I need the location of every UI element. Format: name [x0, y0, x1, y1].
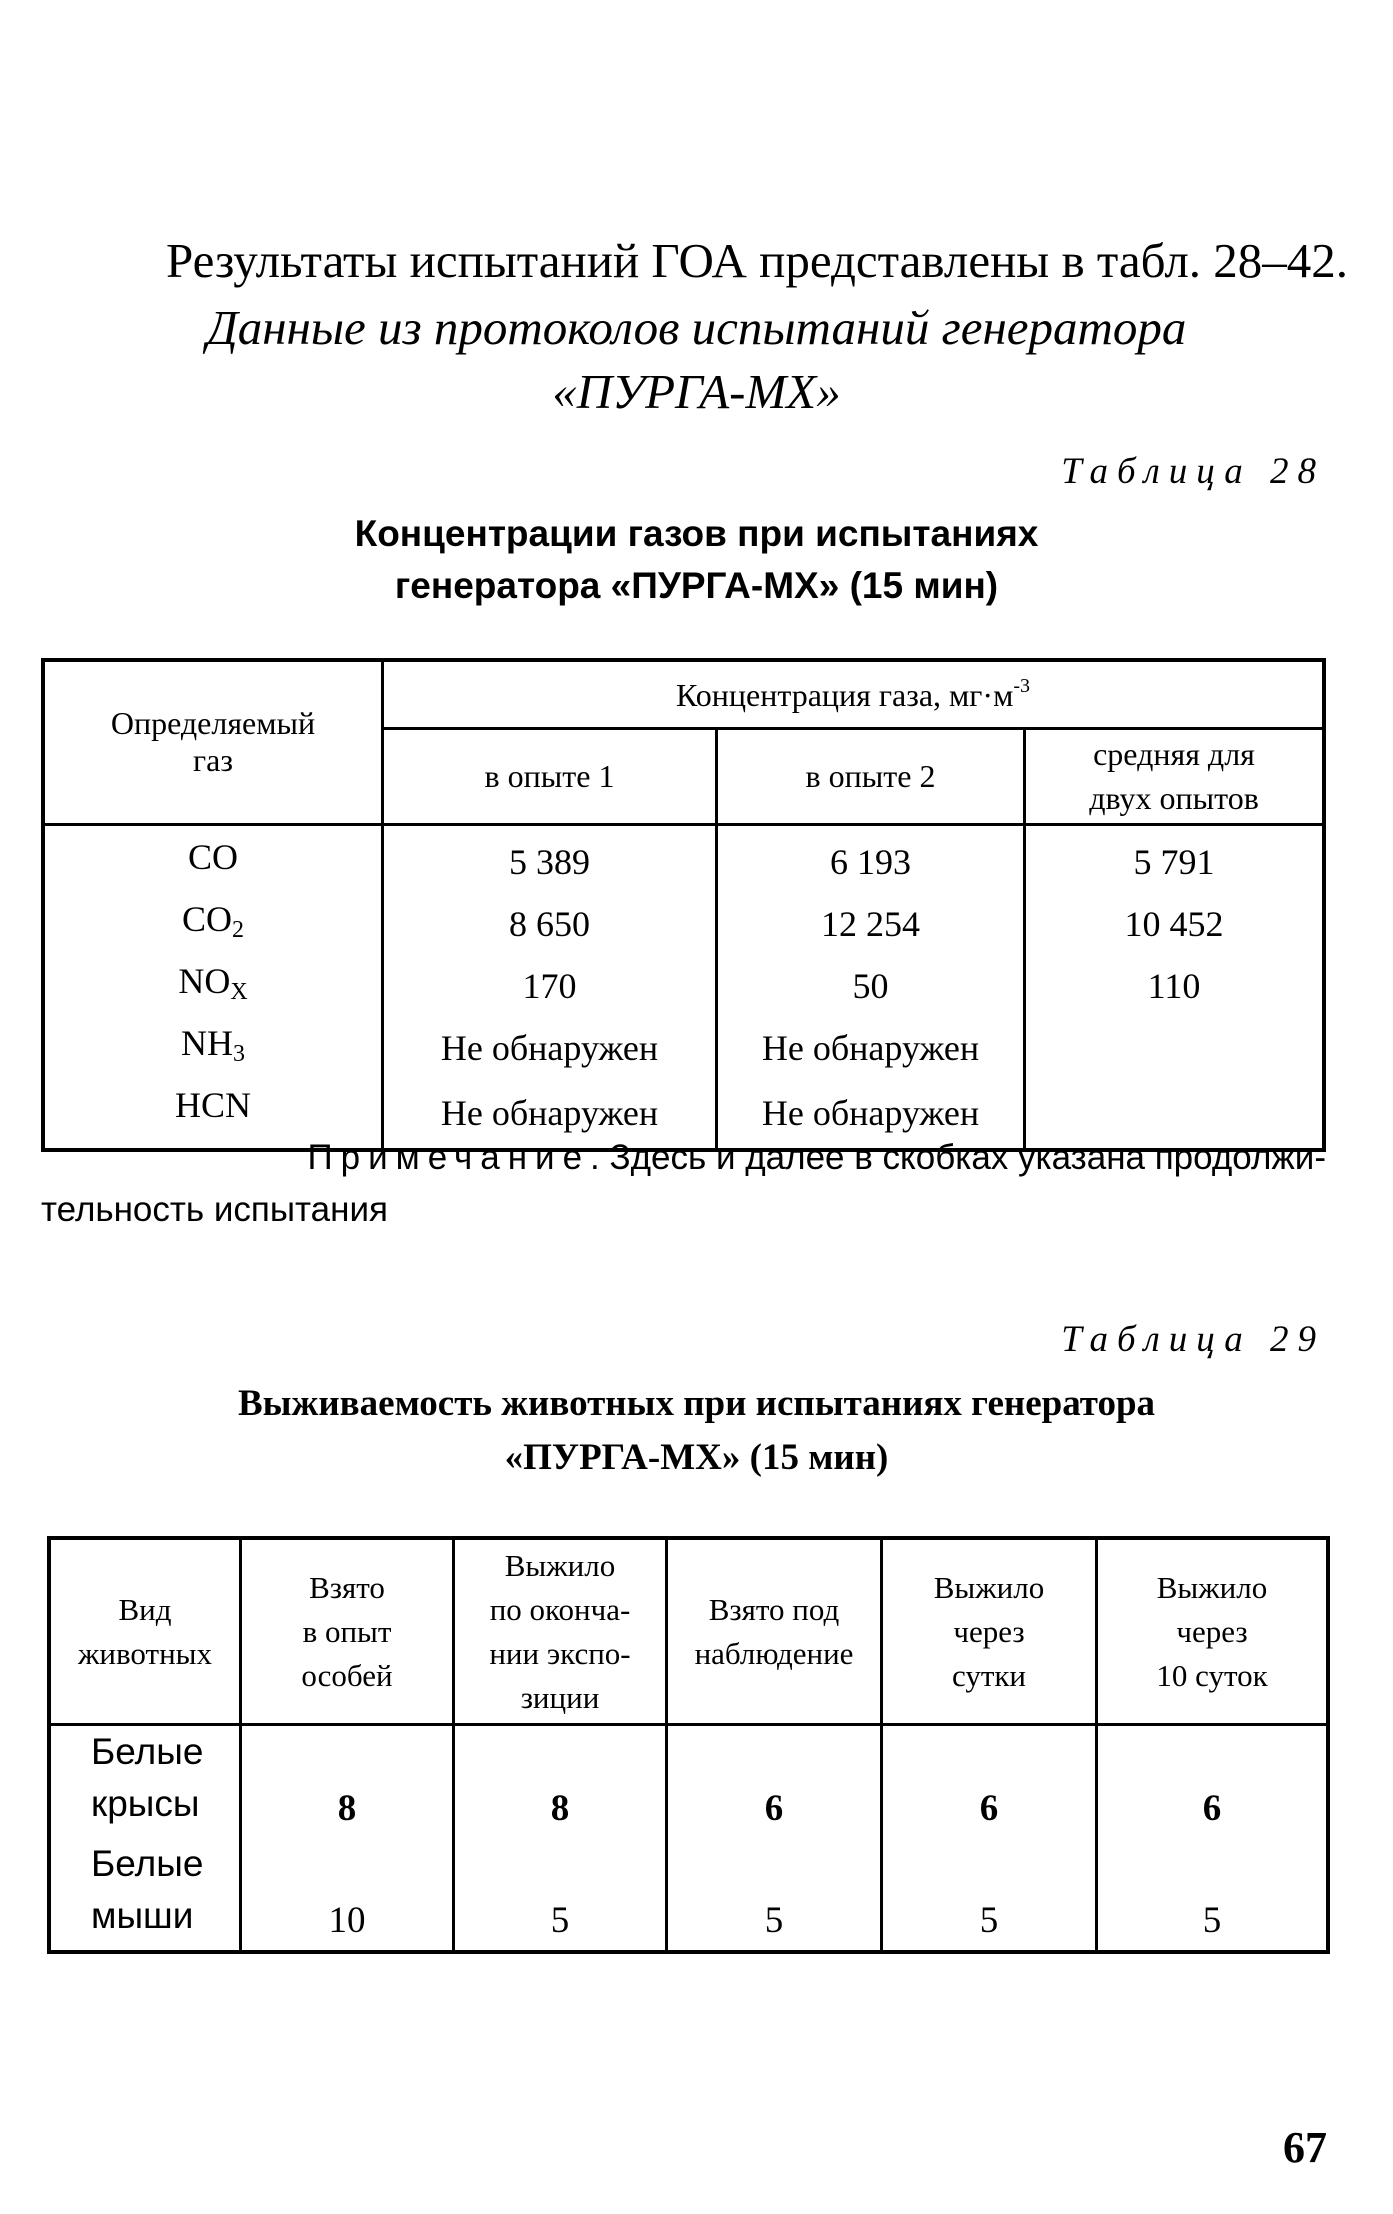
- header-survived-day: Выжило через сутки: [882, 1538, 1097, 1725]
- value-cell: 6: [667, 1725, 882, 1839]
- value-cell: 6: [882, 1725, 1097, 1839]
- header-exp2: в опыте 2: [717, 728, 1025, 824]
- table-row: [43, 1018, 1324, 1080]
- avg-cell: 5 791: [1025, 824, 1325, 894]
- header-concentration-text: Концентрация газа, мг·м: [676, 676, 1014, 713]
- header-animal: Вид животных: [49, 1538, 241, 1725]
- table28-title-line2: генератора «ПУРГА-МХ» (15 мин): [394, 565, 999, 606]
- table-row: [49, 1838, 1328, 1952]
- value-cell: 8: [241, 1725, 454, 1839]
- gas-cell: $CO_2$: [43, 894, 383, 956]
- exp2-cell: Не обнаружен: [717, 1018, 1025, 1080]
- avg-cell: 10 452: [1025, 894, 1325, 956]
- intro-paragraph: Результаты испытаний ГОА представлены в табл. 28–42.: [166, 233, 1349, 288]
- gas-cell: CO: [43, 824, 383, 894]
- value-cell: 10: [241, 1838, 454, 1952]
- gas-concentration-table: [41, 658, 1326, 1152]
- avg-cell: 110: [1025, 956, 1325, 1018]
- header-concentration-exponent: -3: [1013, 674, 1030, 697]
- header-average-line1: средняя для: [1093, 736, 1255, 772]
- section-title-line2: «ПУРГА-МХ»: [552, 364, 841, 419]
- table-row: [43, 894, 1324, 956]
- gas-cell: $NO_X$: [43, 956, 383, 1018]
- header-average-line2: двух опытов: [1089, 780, 1259, 816]
- animal-cell: Белые мыши: [49, 1838, 241, 1952]
- avg-cell: [1025, 1018, 1325, 1080]
- header-exp1: в опыте 1: [383, 728, 717, 824]
- header-survived-exposure: Выжило по оконча- нии экспо- зиции: [454, 1538, 667, 1725]
- value-cell: 6: [1097, 1725, 1329, 1839]
- animal-survival-table: [47, 1536, 1330, 1954]
- value-cell: 5: [667, 1838, 882, 1952]
- table29-title-line2: «ПУРГА-МХ» (15 мин): [504, 1437, 889, 1478]
- header-survived-10days: Выжило через 10 суток: [1097, 1538, 1329, 1725]
- animal-cell: Белые крысы: [49, 1725, 241, 1839]
- exp1-cell: 170: [383, 956, 717, 1018]
- exp2-cell: 12 254: [717, 894, 1025, 956]
- header-taken: Взято в опыт особей: [241, 1538, 454, 1725]
- exp1-cell: Не обнаружен: [383, 1018, 717, 1080]
- table-row: [43, 824, 1324, 894]
- header-gas-line2: газ: [193, 742, 233, 779]
- header-gas-line1: Определяемый: [110, 705, 316, 742]
- note-text-first: . Здесь и далее в скобках указана продолжи-: [590, 1138, 1326, 1177]
- header-observed: Взято под наблюдение: [667, 1538, 882, 1725]
- exp2-cell: Не обнаружен: [717, 1080, 1025, 1150]
- exp2-cell: 6 193: [717, 824, 1025, 894]
- value-cell: 5: [1097, 1838, 1329, 1952]
- table29-title-line1: Выживаемость животных при испытаниях генератора: [237, 1383, 1156, 1424]
- table28-number: Таблица 28: [1061, 451, 1325, 492]
- gas-cell: $NH_3$: [43, 1018, 383, 1080]
- exp1-cell: 5 389: [383, 824, 717, 894]
- note-line1: [41, 1132, 1326, 1184]
- note-text-second: тельность испытания: [41, 1190, 388, 1229]
- header-gas: [43, 660, 383, 824]
- exp1-cell: Не обнаружен: [383, 1080, 717, 1150]
- gas-cell: HCN: [43, 1080, 383, 1150]
- section-title-line1: Данные из протоколов испытаний генератора: [206, 300, 1187, 355]
- table-row: [49, 1725, 1328, 1839]
- header-average: [1025, 728, 1325, 824]
- value-cell: 5: [882, 1838, 1097, 1952]
- table28-title-line1: Концентрации газов при испытаниях: [354, 513, 1039, 554]
- note-label: Примечание: [307, 1138, 591, 1177]
- table-row: [43, 956, 1324, 1018]
- header-concentration: [383, 660, 1325, 728]
- table29-number: Таблица 29: [1061, 1319, 1325, 1360]
- table28-note: [41, 1132, 1326, 1236]
- value-cell: 5: [454, 1838, 667, 1952]
- page-number: 67: [1283, 2123, 1327, 2172]
- value-cell: 8: [454, 1725, 667, 1839]
- exp2-cell: 50: [717, 956, 1025, 1018]
- exp1-cell: 8 650: [383, 894, 717, 956]
